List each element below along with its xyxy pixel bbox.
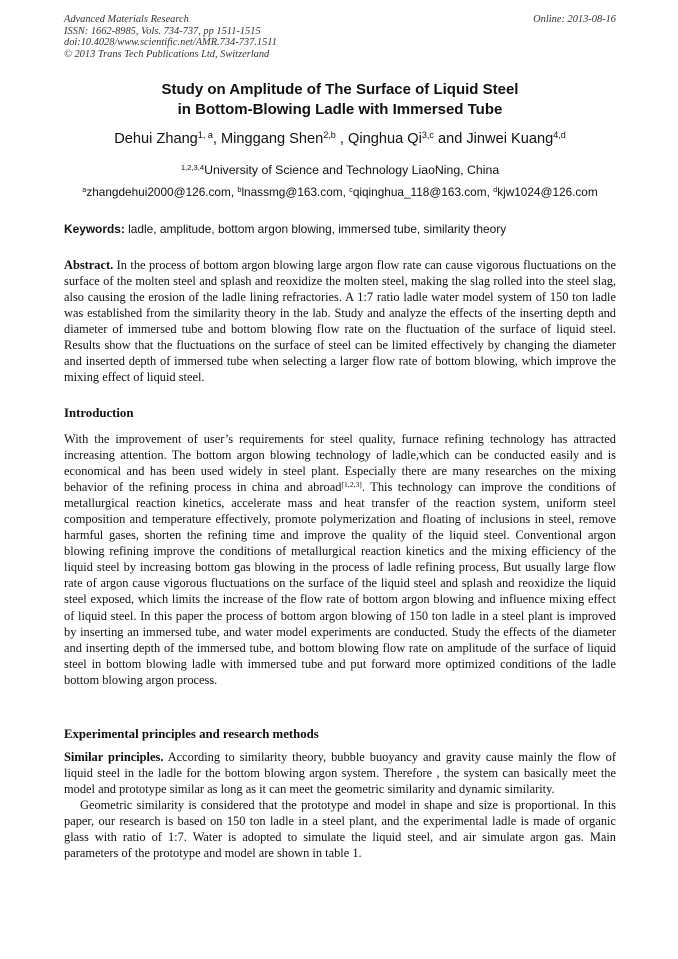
experimental-body: [64, 749, 616, 861]
affiliation-sup: 1,2,3,4: [180, 162, 205, 172]
title-line-1: Study on Amplitude of The Surface of Liquid Steel: [161, 81, 519, 98]
email-sup: d: [493, 184, 498, 194]
affiliation-text: University of Science and Technology LiaoNing, China: [204, 163, 500, 177]
abstract-text: In the process of bottom argon blowing large argon flow rate can cause vigorous fluctuations on the surface of the molten steel and splash and reoxidize the molten steel, making the slag rolled into the steel slag, also causing the erosion of the ladle lining refractories. A 1:7 ratio ladle water model system of 150 ton ladle was established from the similarity theory in the lab. Study and analyze the effects of the inserting depth and diameter of immersed tube and bottom blowing flow rate on the fluctuation of the surface of liquid steel. Results show that the fluctuations on the surface of steel can be limited effectively by changing the diameter and inserted depth of immersed tube when selecting a larger flow rate of bottom blowing, which improve the mixing effect of liquid steel.: [64, 258, 616, 385]
online-date: Online: 2013-08-16: [533, 14, 616, 25]
doi-line: doi:10.4028/www.scientific.net/AMR.734-737.1511: [64, 37, 277, 49]
author-sup: 1, a: [197, 130, 213, 141]
keywords-text: ladle, amplitude, bottom argon blowing, immersed tube, similarity theory: [124, 222, 507, 236]
keywords: [64, 222, 616, 236]
author-name: , Qinghua Qi: [335, 131, 422, 147]
copyright-line: © 2013 Trans Tech Publications Ltd, Switzerland: [64, 48, 270, 60]
author-sup: 4,d: [553, 130, 566, 141]
issn-line: ISSN: 1662-8985, Vols. 734-737, pp 1511-1515: [64, 25, 261, 37]
intro-text-1: With the improvement of user’s requirements for steel quality, furnace refining technology has attracted increasing attention. The bottom argon blowing technology of ladle,which can be conducted easily and is economical and has been used widely in steel plant. Especially there are many researches on the mixing behavior of the refining process in china and abroad: [64, 432, 616, 495]
author-name: and Jinwei Kuang: [433, 131, 554, 147]
experimental-heading: Experimental principles and research methods: [64, 727, 319, 741]
paper-title: [64, 80, 616, 119]
keywords-label: Keywords:: [64, 222, 125, 236]
abstract: [64, 257, 616, 385]
intro-text-2: . This technology can improve the conditions of metallurgical reaction kinetics, accelerate mass and heat transfer of the reaction system, uniform steel composition and temperature effectively, promote polymerization and floating of inclusions in steel, remove harmful gases, shorten the refining time and improve the quality of the liquid steel. Conventional argon blowing refining improve the conditions of metallurgical reaction kinetics and the mixing efficiency of the liquid steel by increasing bottom gas blowing in the process of ladle refining process, But usually large flow rate of argon cause vigorous fluctuations on the surface of the liquid steel and splash and reoxidize the liquid steel exposed, which limits the increase of the flow rate of bottom argon blowing and influence mixing effect of liquid steel. In this paper the process of bottom argon blowing of 150 ton ladle in a steel plant is improved by inserting an immersed tube, and water model experiments are conducted. Study the effects of the diameter and inserting depth of the immersed tube, and bottom blowing flow rate on amplitude of the surface of liquid steel in bottom blowing ladle with immersed tube and put forward more optimized conditions of the ladle bottom blowing argon process.: [64, 480, 616, 687]
author-name: Dehui Zhang: [114, 131, 198, 147]
email-sup: b: [237, 184, 242, 194]
email-link[interactable]: kjw1024@126.com: [497, 185, 598, 199]
geometric-similarity-text: Geometric similarity is considered that the prototype and model in shape and size is proportional. In this paper, our research is based on 150 ton ladle in a steel plant, and the experimental ladle is made of organic glass with ratio of 1:7. Water is adopted to simulate the liquid steel, and air simulate argon gas. Main parameters of the prototype and model are shown in table 1.: [64, 798, 616, 861]
introduction-heading: Introduction: [64, 406, 134, 420]
journal-name: Advanced Materials Research: [64, 14, 189, 25]
author-name: , Minggang Shen: [212, 131, 324, 147]
affiliation: [64, 163, 616, 177]
email-sup: c: [349, 184, 353, 194]
email-link[interactable]: lnassmg@163.com,: [241, 185, 350, 199]
abstract-label: Abstract.: [64, 258, 114, 272]
title-line-2: in Bottom-Blowing Ladle with Immersed Tube: [177, 100, 503, 118]
email-link[interactable]: qiqinghua_118@163.com,: [352, 185, 494, 199]
journal-header: [64, 14, 616, 60]
author-sup: 2,b: [323, 130, 336, 141]
author-list: [64, 131, 616, 147]
introduction-body: [64, 431, 616, 688]
similar-principles-text: According to similarity theory, bubble buoyancy and gravity cause mainly the flow of liquid steel in the ladle for the bottom blowing argon system. Therefore , the system can basically meet the model and prototype similar as long as it can meet the geometric similarity and dynamic similarity.: [64, 750, 616, 797]
citation[interactable]: [1,2,3]: [341, 479, 362, 489]
email-link[interactable]: zhangdehui2000@126.com,: [86, 185, 238, 199]
email-sup: a: [82, 184, 87, 194]
author-sup: 3,c: [421, 130, 434, 141]
similar-principles-label: Similar principles.: [64, 750, 164, 764]
email-list: [64, 185, 616, 199]
